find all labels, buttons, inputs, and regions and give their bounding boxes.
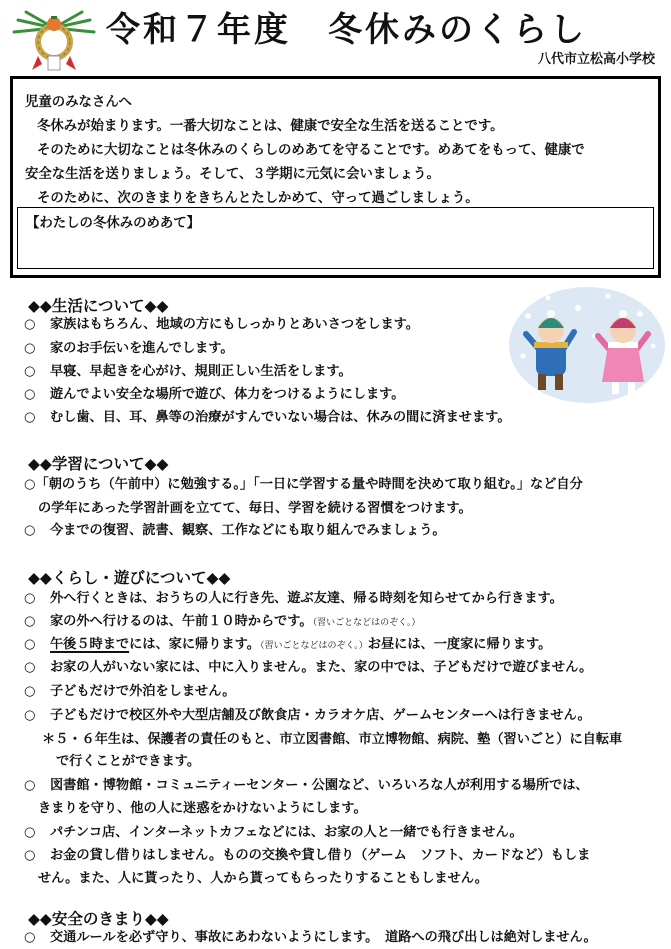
list-item: ○ 図書館・博物館・コミュニティーセンター・公園など、いろいろな人が利用する場所では、 [24,778,589,793]
intro-line: 冬休みが始まります。一番大切なことは、健康で安全な生活を送ることです。 [37,119,504,134]
bullet-circle: ○ [24,825,36,840]
intro-line: そのために大切なことは冬休みのくらしのめあてを守ることです。めあてをもって、健康で [37,143,585,158]
list-item: ○ むし歯、目、耳、鼻等の治療がすんでいない場合は、休みの間に済ませます。 [24,410,511,425]
list-item: ○「朝のうち（午前中）に勉強する。」「一日に学習する量や時間を決めて取り組む。」など自分 [24,477,583,492]
list-item: ○ 今までの復習、読書、観察、工作などにも取り組んでみましょう。 [24,523,446,538]
note-line: ＊５・６年生は、保護者の責任のもと、市立図書館、市立博物館、病院、塾（習いごと）に自転車 [42,732,623,747]
list-item: ○ お金の貸し借りはしません。ものの交換や貸し借り（ゲーム ソフト、カードなど）もしま [24,848,591,863]
bullet-circle: ○ [24,341,36,356]
list-item: ○ 子どもだけで外泊をしません。 [24,684,236,699]
goal-label: 【わたしの冬休みのめあて】 [26,216,201,231]
list-item: ○ 家族はもちろん、地域の方にもしっかりとあいさつをします。 [24,317,419,332]
list-item: ○ お家の人がいない家には、中に入りません。また、家の中では、子どもだけで遊びません。 [24,660,593,675]
section-heading-safety: ◆◆安全のきまり◆◆ [28,910,169,928]
section-heading-study: ◆◆学習について◆◆ [28,455,169,473]
bullet-circle: ○ [24,708,36,723]
list-item: ○ 家のお手伝いを進んでします。 [24,341,234,356]
bullet-circle: ○ [24,778,36,793]
list-item: ○ 交通ルールを必ず守り、事故にあわないようにします。 道路への飛び出しは絶対しません。 [24,930,597,945]
bullet-circle: ○ [24,684,36,699]
list-item-continuation: きまりを守り、他の人に迷惑をかけないようにします。 [38,801,367,816]
list-item: ○ 早寝、早起きを心がけ、規則正しい生活をします。 [24,364,352,379]
bullet-circle: ○ [24,660,36,675]
note-line-continuation: で行くことができます。 [56,754,201,769]
shimekazari-icon [8,8,100,74]
intro-line: 安全な生活を送りましょう。そして、３学期に元気に会いましょう。 [25,167,440,182]
bullet-circle: ○ [24,930,36,945]
bullet-circle: ○ [24,523,36,538]
bullet-circle: ○ [24,848,36,863]
goal-box[interactable] [17,207,654,269]
list-item: ○ 外へ行くときは、おうちの人に行き先、遊ぶ友達、帰る時刻を知らせてから行きます。 [24,591,563,606]
bullet-circle: ○ [24,614,36,629]
bullet-circle: ○ [24,477,36,492]
school-name: 八代市立松高小学校 [537,52,655,67]
list-item: ○ 家の外へ行けるのは、午前１０時からです。（習いごとなどはのぞく。） [24,614,421,629]
intro-box [10,76,661,278]
list-item: ○ 午後５時までには、家に帰ります。（習いごとなどはのぞく。）お昼には、一度家に帰ります。 [24,637,552,652]
bullet-circle: ○ [24,317,36,332]
page-title: 令和７年度 冬休みのくらし [106,10,587,50]
list-item: ○ 遊んでよい安全な場所で遊び、体力をつけるようにします。 [24,387,405,402]
list-item: ○ パチンコ店、インターネットカフェなどには、お家の人と一緒でも行きません。 [24,825,523,840]
underlined-time: 午後５時まで [50,637,130,652]
bullet-circle: ○ [24,387,36,402]
bullet-circle: ○ [24,410,36,425]
bullet-circle: ○ [24,364,36,379]
section-heading-play: ◆◆くらし・遊びについて◆◆ [28,569,231,587]
section-heading-life: ◆◆生活について◆◆ [28,297,169,315]
bullet-circle: ○ [24,637,36,652]
list-item-continuation: せん。また、人に貰ったり、人から貰ってもらったりすることもしません。 [38,871,488,886]
winter-children-illustration [508,286,666,404]
intro-line: そのために、次のきまりをきちんとたしかめて、守って過ごしましょう。 [37,191,479,206]
list-item: ○ 子どもだけで校区外や大型店舗及び飲食店・カラオケ店、ゲームセンターへは行きません。 [24,708,591,723]
intro-greeting: 児童のみなさんへ [25,95,132,110]
list-item-continuation: の学年にあった学習計画を立てて、毎日、学習を続ける習慣をつけます。 [38,501,472,516]
bullet-circle: ○ [24,591,36,606]
